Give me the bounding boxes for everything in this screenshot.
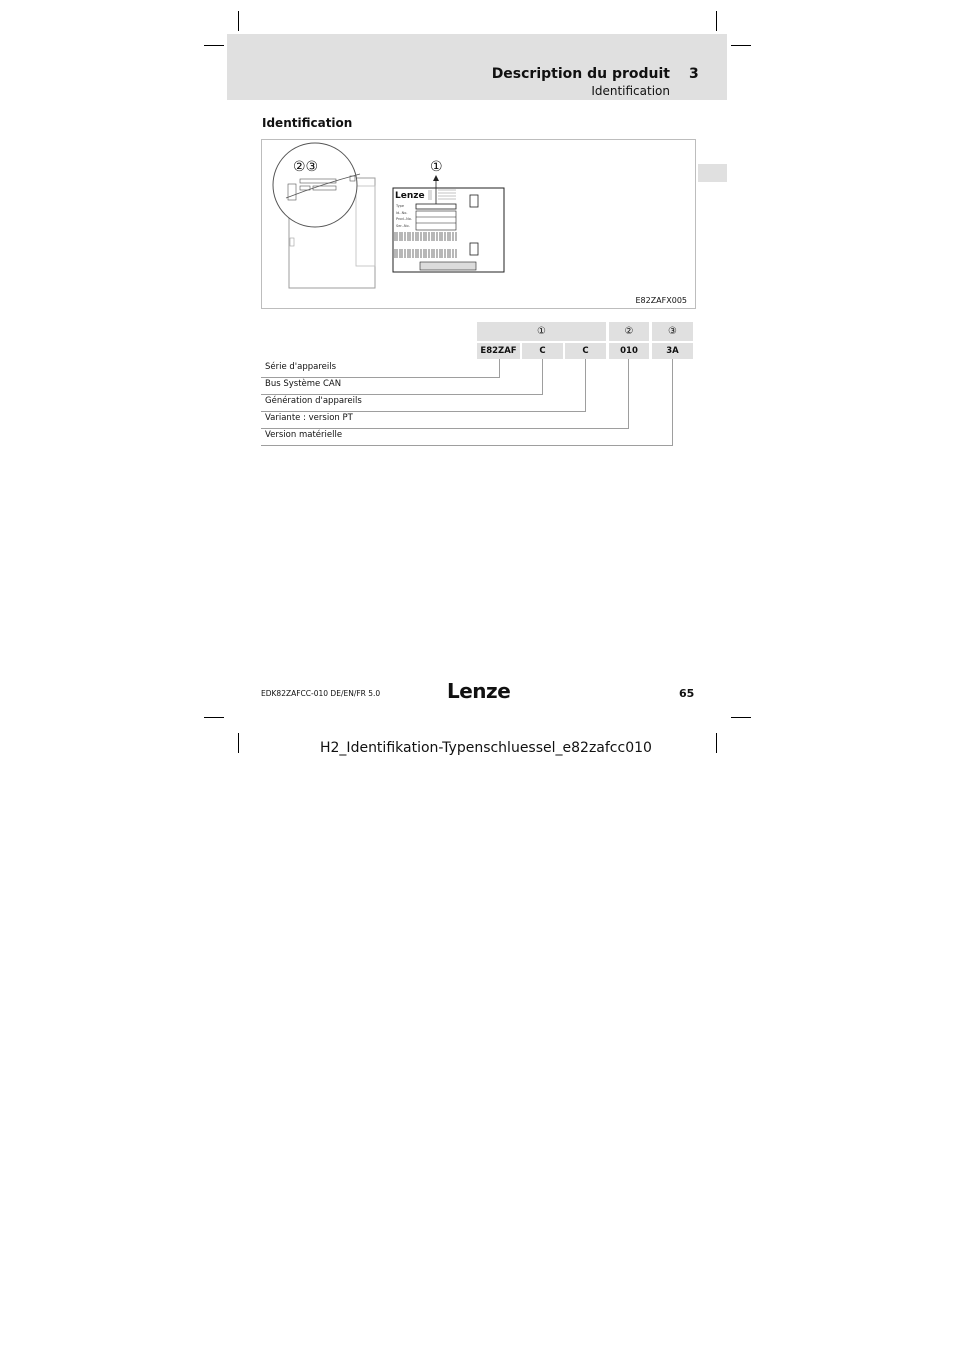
type-code-cell: 3A	[652, 343, 693, 359]
type-key-row-label: Bus Système CAN	[265, 379, 342, 389]
section-title: Identification	[262, 116, 353, 130]
document-id: H2_Identifikation-Typenschluessel_e82zafcc010	[320, 740, 652, 756]
type-code-cell: 010	[609, 343, 649, 359]
crop-mark	[731, 45, 751, 46]
crop-mark	[204, 45, 224, 46]
key-connector	[542, 359, 543, 394]
crop-mark	[238, 11, 239, 31]
type-key-head-3: ③	[652, 322, 693, 341]
row-underline	[261, 377, 500, 378]
type-key-row-label: Variante : version PT	[265, 413, 353, 423]
type-key-row-label: Série d'appareils	[265, 362, 337, 372]
chapter-number: 3	[689, 66, 699, 82]
footer-logo: Lenze	[447, 679, 511, 703]
type-key-row-label: Version matérielle	[265, 430, 343, 440]
header-subtitle: Identification	[591, 84, 670, 98]
type-code-cell: C	[522, 343, 563, 359]
key-connector	[628, 359, 629, 428]
crop-mark	[716, 11, 717, 31]
chapter-title: Description du produit	[491, 66, 670, 82]
nameplate-field-label: Ser.-No.	[396, 224, 410, 228]
type-key-row-label: Génération d'appareils	[265, 396, 362, 406]
row-underline	[261, 428, 629, 429]
page-number: 65	[679, 687, 695, 700]
key-connector	[672, 359, 673, 445]
nameplate-field-label: Prod.-No.	[396, 217, 412, 221]
key-connector	[499, 359, 500, 377]
nameplate-logo: Lenze	[395, 191, 425, 201]
type-key-head-1: ①	[477, 322, 606, 341]
crop-mark	[716, 733, 717, 753]
chapter-tab	[698, 164, 727, 182]
row-underline	[261, 445, 673, 446]
nameplate-field-label: Type	[396, 204, 405, 208]
callout-2-3: ②③	[293, 159, 319, 175]
crop-mark	[204, 717, 224, 718]
nameplate-figure	[261, 139, 696, 309]
nameplate-field-label: Id.-No.	[396, 211, 408, 215]
nameplate-drawing	[262, 140, 695, 308]
type-code-cell: C	[565, 343, 606, 359]
key-connector	[585, 359, 586, 411]
footer-doc-ref: EDK82ZAFCC-010 DE/EN/FR 5.0	[261, 689, 381, 698]
crop-mark	[731, 717, 751, 718]
type-key-head-2: ②	[609, 322, 649, 341]
type-code-cell: E82ZAF	[477, 343, 520, 359]
crop-mark	[238, 733, 239, 753]
row-underline	[261, 394, 543, 395]
figure-code: E82ZAFX005	[635, 296, 687, 305]
row-underline	[261, 411, 586, 412]
callout-1: ①	[430, 159, 443, 175]
